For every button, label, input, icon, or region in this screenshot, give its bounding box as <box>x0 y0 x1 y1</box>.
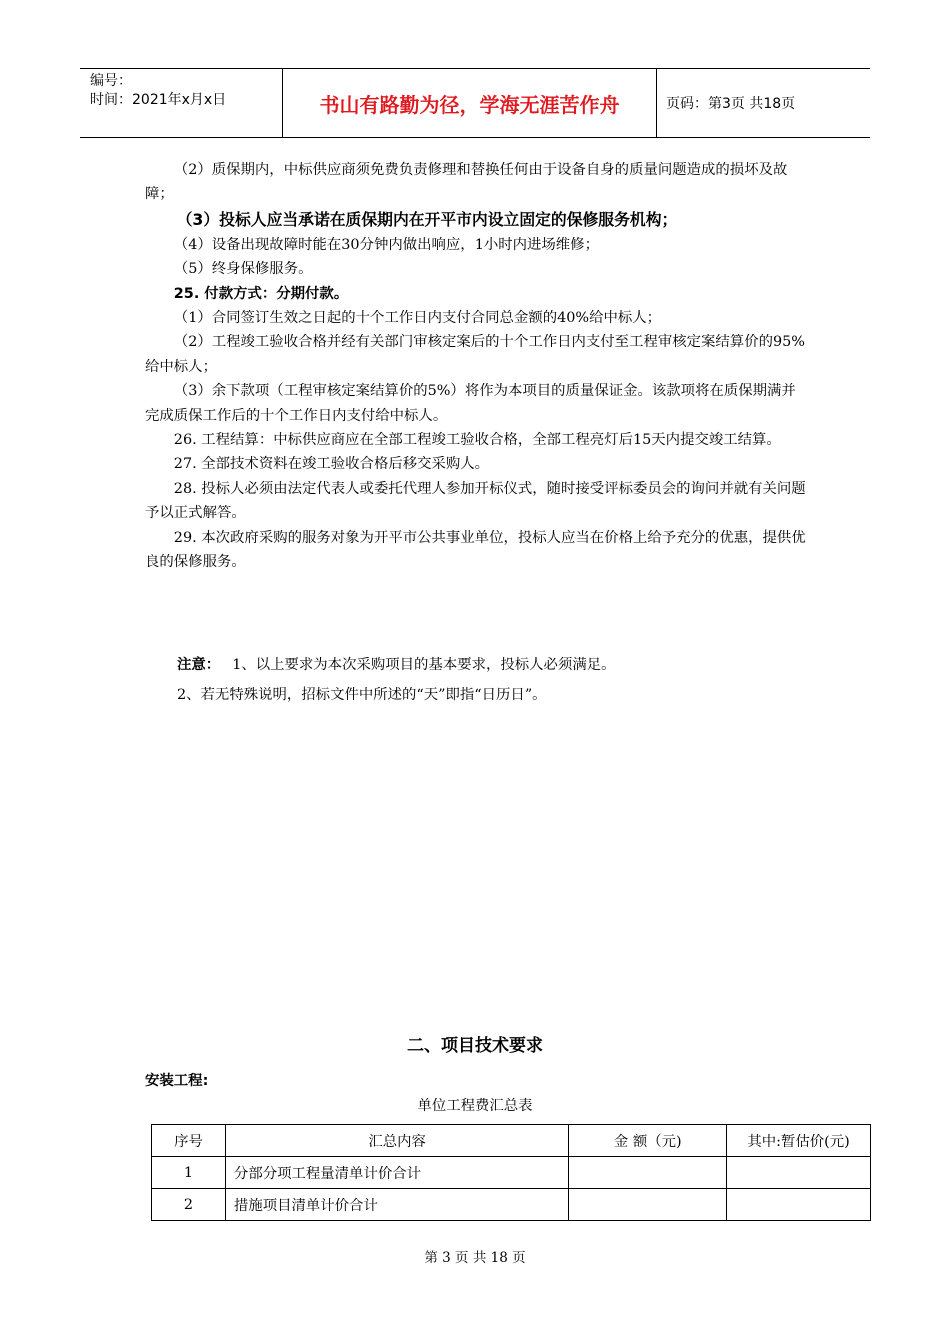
table-cell: 2 <box>152 1189 226 1221</box>
paragraph: 29. 本次政府采购的服务对象为开平市公共事业单位，投标人应当在价格上给予充分的优惠，提供优良的保修服务。 <box>145 529 806 571</box>
section-title: 二、项目技术要求 <box>407 1036 543 1056</box>
paragraph: 26. 工程结算：中标供应商应在全部工程竣工验收合格，全部工程亮灯后15天内提交竣工结算。 <box>173 432 781 449</box>
column-header: 序号 <box>152 1125 226 1157</box>
note-line-2: 2、若无特殊说明，招标文件中所述的“天”即指“日历日”。 <box>177 687 547 703</box>
paragraph: 28. 投标人必须由法定代表人或委托代理人参加开标仪式，随时接受评标委员会的询问并就有关问题予以正式解答。 <box>145 480 806 522</box>
header-motto: 书山有路勤为径，学海无涯苦作舟 <box>282 69 657 137</box>
note-text-1: 1、以上要求为本次采购项目的基本要求，投标人必须满足。 <box>232 657 616 673</box>
table-cell: 1 <box>152 1157 226 1189</box>
table-cell <box>727 1189 871 1221</box>
table-cell <box>569 1189 727 1221</box>
paragraph: （5）终身保修服务。 <box>173 261 313 278</box>
table-cell <box>727 1157 871 1189</box>
page-header <box>80 68 870 138</box>
column-header: 金 额（元) <box>569 1125 727 1157</box>
column-header: 其中:暂估价(元) <box>727 1125 871 1157</box>
header-number-label: 编号： <box>90 73 132 89</box>
table-cell: 措施项目清单计价合计 <box>225 1189 568 1221</box>
paragraph-emphasis: （3）投标人应当承诺在质保期内在开平市内设立固定的保修服务机构； <box>176 209 678 229</box>
header-page-info: 页码：第3页 共18页 <box>666 96 796 112</box>
notes <box>177 650 817 710</box>
table-caption: 单位工程费汇总表 <box>417 1098 533 1114</box>
table-cell <box>569 1157 727 1189</box>
table-header-row <box>152 1125 871 1157</box>
subsection-title: 安装工程: <box>145 1073 209 1089</box>
paragraph: （2）工程竣工验收合格并经有关部门审核定案后的十个工作日内支付至工程审核定案结算价的95%给中标人； <box>145 334 805 375</box>
note-line-1 <box>177 650 817 680</box>
page-footer: 第 3 页 共 18 页 <box>424 1250 526 1266</box>
cost-summary-table <box>151 1124 871 1221</box>
paragraph: （4）设备出现故障时能在30分钟内做出响应，1小时内进场维修； <box>173 236 599 253</box>
header-meta <box>80 69 282 137</box>
paragraph-heading: 25. 付款方式：分期付款。 <box>173 285 349 302</box>
column-header: 汇总内容 <box>225 1125 568 1157</box>
body-text <box>145 158 810 575</box>
paragraph: 27. 全部技术资料在竣工验收合格后移交采购人。 <box>173 456 490 473</box>
table-row <box>152 1189 871 1221</box>
table-cell: 分部分项工程量清单计价合计 <box>225 1157 568 1189</box>
paragraph: （1）合同签订生效之日起的十个工作日内支付合同总金额的40%给中标人； <box>173 310 662 327</box>
paragraph: （2）质保期内，中标供应商须免费负责修理和替换任何由于设备自身的质量问题造成的损坏及故障； <box>145 162 788 203</box>
paragraph: （3）余下款项（工程审核定案结算价的5%）将作为本项目的质量保证金。该款项将在质保期满并完成质保工作后的十个工作日内支付给中标人。 <box>145 383 796 424</box>
table-row <box>152 1157 871 1189</box>
header-time-label: 时间：2021年x月x日 <box>90 92 227 108</box>
note-label: 注意： <box>177 657 221 673</box>
